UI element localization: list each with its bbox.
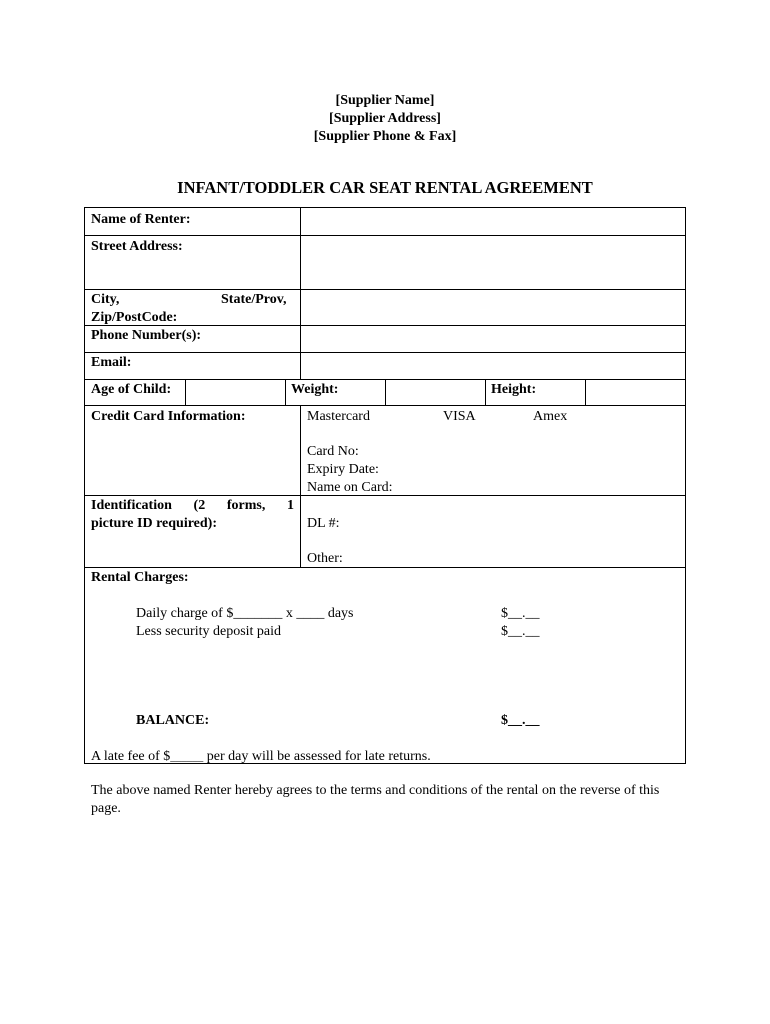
expiry-date-label: Expiry Date: [307, 462, 379, 477]
age-of-child-field[interactable] [186, 380, 285, 405]
column-divider [285, 379, 286, 406]
email-field[interactable] [301, 353, 685, 379]
identification-label: Identification (2 forms, 1 [91, 498, 294, 513]
city-label: City, [91, 292, 120, 307]
daily-charge-amount: $__.__ [501, 606, 540, 621]
mastercard-option[interactable]: Mastercard [307, 409, 370, 424]
daily-charge-line: Daily charge of $_______ x ____ days [136, 606, 354, 621]
supplier-name: [Supplier Name] [335, 93, 435, 108]
late-fee-line [91, 748, 431, 766]
late-fee-blank[interactable]: ______ [170, 751, 204, 763]
supplier-address: [Supplier Address] [329, 111, 441, 126]
city-field[interactable] [301, 290, 685, 325]
page-title: INFANT/TODDLER CAR SEAT RENTAL AGREEMENT [177, 178, 593, 197]
column-divider [300, 405, 301, 568]
late-fee-suffix: per day will be assessed for late returns. [203, 749, 431, 764]
card-number-label: Card No: [307, 444, 359, 459]
security-deposit-amount: $__.__ [501, 624, 540, 639]
balance-amount: $__.__ [501, 713, 540, 728]
other-id-label: Other: [307, 551, 343, 566]
height-label: Height: [491, 382, 537, 397]
state-prov-label: State/Prov, [221, 292, 287, 307]
dl-number-label: DL #: [307, 516, 340, 531]
terms-statement: The above named Renter hereby agrees to the terms and conditions of the rental on the reverse of this page. [91, 783, 660, 816]
weight-label: Weight: [291, 382, 339, 397]
late-fee-prefix: A late fee of $ [91, 749, 171, 764]
rental-form [84, 207, 686, 764]
phone-label: Phone Number(s): [91, 328, 202, 343]
supplier-phone-fax: [Supplier Phone & Fax] [313, 129, 457, 144]
renter-name-field[interactable] [301, 208, 685, 235]
age-of-child-label: Age of Child: [91, 382, 172, 397]
column-divider [485, 379, 486, 406]
weight-field[interactable] [386, 380, 485, 405]
zip-label: Zip/PostCode: [91, 310, 178, 325]
height-field[interactable] [586, 380, 685, 405]
supplier-header [0, 92, 770, 146]
renter-name-label: Name of Renter: [91, 212, 191, 227]
email-label: Email: [91, 355, 132, 370]
visa-option[interactable]: VISA [443, 409, 476, 424]
name-on-card-label: Name on Card: [307, 480, 393, 495]
identification-label-continued: picture ID required): [91, 516, 217, 531]
amex-option[interactable]: Amex [533, 409, 568, 424]
rental-charges-label: Rental Charges: [91, 570, 189, 585]
street-address-label: Street Address: [91, 239, 183, 254]
row-divider [85, 567, 685, 568]
security-deposit-line: Less security deposit paid [136, 624, 282, 639]
balance-label: BALANCE: [136, 713, 210, 728]
phone-field[interactable] [301, 326, 685, 352]
credit-card-label: Credit Card Information: [91, 409, 246, 424]
street-address-field[interactable] [301, 236, 685, 289]
